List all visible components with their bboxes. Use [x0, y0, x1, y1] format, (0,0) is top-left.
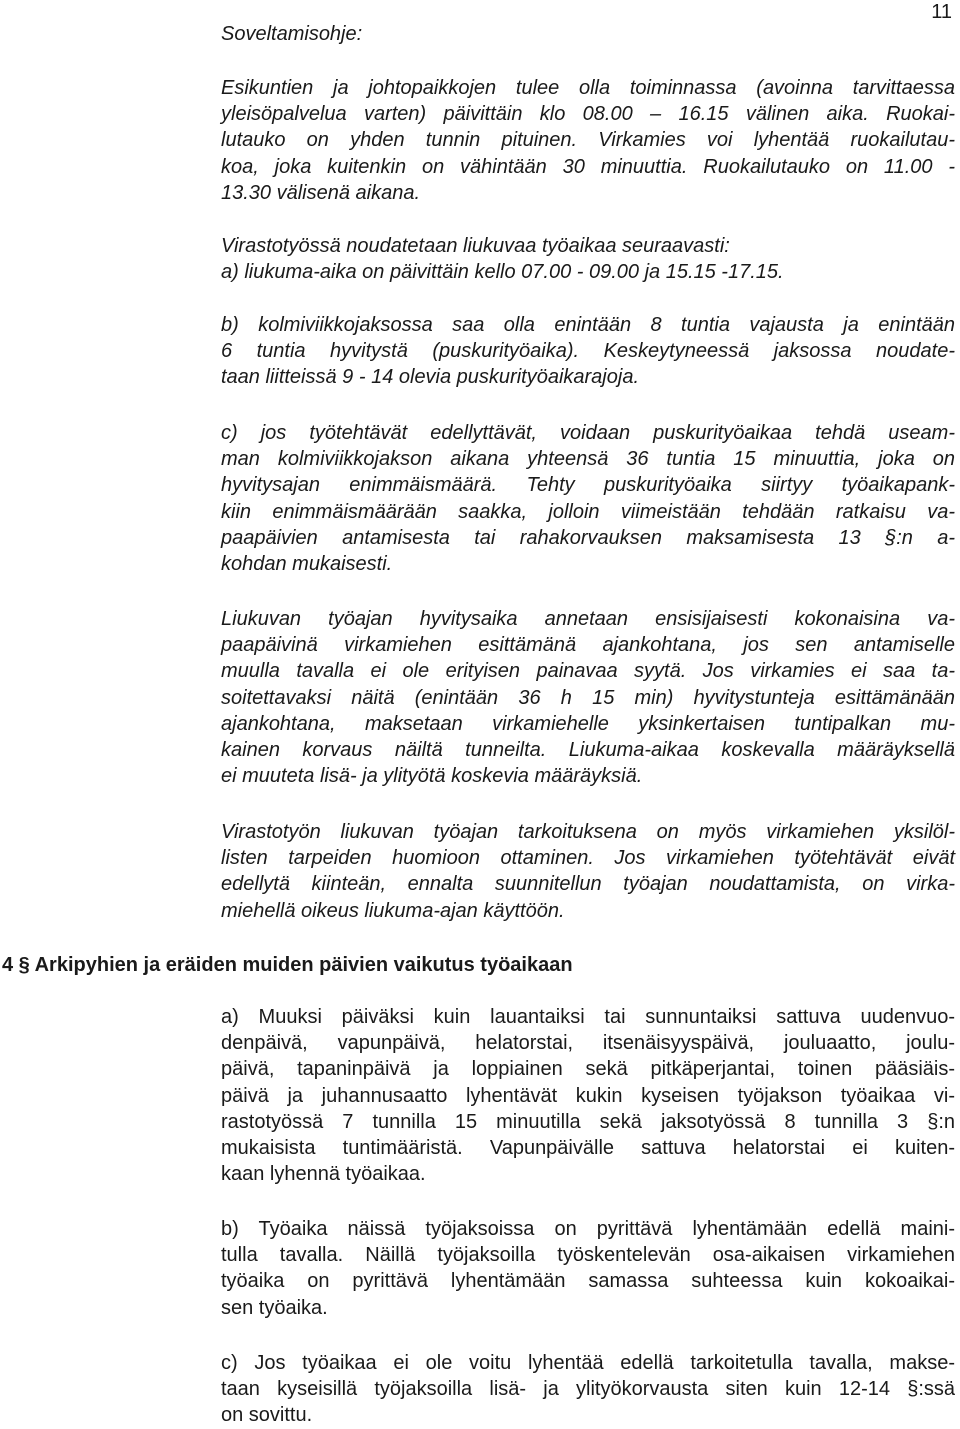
text-line: työaika on pyrittävä lyhentämään samassa suhteessa kuin kokoaikai- — [221, 1270, 955, 1293]
section-item-b — [221, 1216, 955, 1321]
guidance-title: Soveltamisohje: — [221, 23, 363, 45]
text-line: miehellä oikeus liukuma-ajan käyttöön. — [221, 899, 565, 922]
text-line: listen tarpeiden huomioon ottaminen. Jos virkamiehen työtehtävät eivät — [221, 847, 955, 870]
text-line: Virastotyön liukuvan työajan tarkoituksena on myös virkamiehen yksilöl- — [221, 821, 955, 843]
text-line: rastotyössä 7 tunnilla 15 minuutilla sekä jaksotyössä 8 tunnilla 3 §:n — [221, 1110, 955, 1133]
text-line: a) liukuma-aika on päivittäin kello 07.00 - 09.00 ja 15.15 -17.15. — [221, 261, 784, 284]
text-line: soitettavaksi näitä (enintään 36 h 15 min) hyvitystunteja esittämänään — [221, 686, 955, 709]
text-line: Liukuvan työajan hyvitysaika annetaan ensisijaisesti kokonaisina va- — [221, 608, 955, 630]
text-line: päivä ja juhannusaatto lyhentävät kukin kyseisen työjakson työaikaa vi- — [221, 1084, 955, 1107]
text-line: paapäivinä virkamiehen esittämänä ajankohtana, jos sen antamiselle — [221, 634, 955, 657]
text-line: 13.30 välisenä aikana. — [221, 181, 421, 204]
text-line: lutauko on yhden tunnin pituinen. Virkamies voi lyhentää ruokailutau- — [221, 129, 955, 152]
flextime-intro — [221, 233, 955, 285]
text-line: c) Jos työaikaa ei ole voitu lyhentää edellä tarkoitetulla tavalla, makse- — [221, 1352, 955, 1374]
text-line: taan kyseisillä työjaksoilla lisä- ja ylityökorvausta siten kuin 12-14 §:ssä — [221, 1378, 955, 1401]
text-line: man kolmiviikkojakson aikana yhteensä 36 tuntia 15 minuuttia, joka on — [221, 448, 955, 471]
flextime-item-c — [221, 420, 955, 577]
guidance-paragraph — [221, 75, 955, 206]
text-line: ei muuteta lisä- ja ylityötä koskevia määräyksiä. — [221, 765, 643, 788]
text-line: c) jos työtehtävät edellyttävät, voidaan puskurityöaikaa tehdä useam- — [221, 422, 955, 444]
text-line: koa, joka kuitenkin on vähintään 30 minuuttia. Ruokailutauko on 11.00 - — [221, 155, 955, 178]
text-line: sen työaika. — [221, 1296, 328, 1319]
compensation-paragraph — [221, 606, 955, 789]
text-line: mukaisista tuntimääristä. Vapunpäivälle sattuva helatorstai ei kuiten- — [221, 1137, 955, 1160]
text-line: kaan lyhennä työaikaa. — [221, 1163, 426, 1186]
text-line: a) Muuksi päiväksi kuin lauantaiksi tai sunnuntaiksi sattuva uudenvuo- — [221, 1006, 955, 1028]
text-line: muulla tavalla ei ole erityisen painavaa syytä. Jos virkamies ei saa ta- — [221, 660, 955, 683]
text-line: hyvitysajan enimmäismäärä. Tehty puskurityöaika siirtyy työaikapank- — [221, 474, 955, 497]
text-line: kohdan mukaisesti. — [221, 553, 393, 576]
text-line: b) kolmiviikkojaksossa saa olla enintään 8 tuntia vajausta ja enintään — [221, 314, 955, 336]
section-item-c — [221, 1350, 955, 1429]
text-line: b) Työaika näissä työjaksoissa on pyrittävä lyhentämään edellä maini- — [221, 1218, 955, 1240]
purpose-paragraph — [221, 819, 955, 924]
flextime-item-b — [221, 312, 955, 391]
text-line: kainen korvaus näiltä tunneilta. Liukuma-aikaa koskevalla määräyksellä — [221, 739, 955, 762]
text-line: ajankohtana, maksetaan virkamiehelle yksinkertaisen tuntipalkan mu- — [221, 712, 955, 735]
section-heading: 4 § Arkipyhien ja eräiden muiden päivien vaikutus työaikaan — [2, 954, 573, 976]
text-line: on sovittu. — [221, 1404, 313, 1427]
text-line: taan liitteissä 9 - 14 olevia puskurityöaikarajoja. — [221, 366, 639, 389]
text-line: päivä, tapaninpäivä ja loppiainen sekä pitkäperjantai, toinen pääsiäis- — [221, 1058, 955, 1081]
section-item-a — [221, 1004, 955, 1187]
text-line: kiin enimmäismäärään saakka, jolloin viimeistään tehdään ratkaisu va- — [221, 500, 955, 523]
text-line: Esikuntien ja johtopaikkojen tulee olla toiminnassa (avoinna tarvittaessa — [221, 77, 955, 99]
text-line: denpäivä, vapunpäivä, helatorstai, itsenäisyyspäivä, jouluaatto, joulu- — [221, 1032, 955, 1055]
text-line: Virastotyössä noudatetaan liukuvaa työaikaa seuraavasti: — [221, 235, 730, 257]
text-line: edellytä kiinteän, ennalta suunnitellun työajan noudattamista, on virka- — [221, 873, 955, 896]
text-line: tulla tavalla. Näillä työjaksoilla työskentelevän osa-aikaisen virkamiehen — [221, 1244, 955, 1267]
text-line: 6 tuntia hyvitystä (puskurityöaika). Keskeytyneessä jaksossa noudate- — [221, 340, 955, 363]
page-number: 11 — [931, 1, 952, 23]
text-line: paapäivien antamisesta tai rahakorvauksen maksamisesta 13 §:n a- — [221, 526, 955, 549]
text-line: yleisöpalvelua varten) päivittäin klo 08.00 – 16.15 välinen aika. Ruokai- — [221, 103, 955, 126]
